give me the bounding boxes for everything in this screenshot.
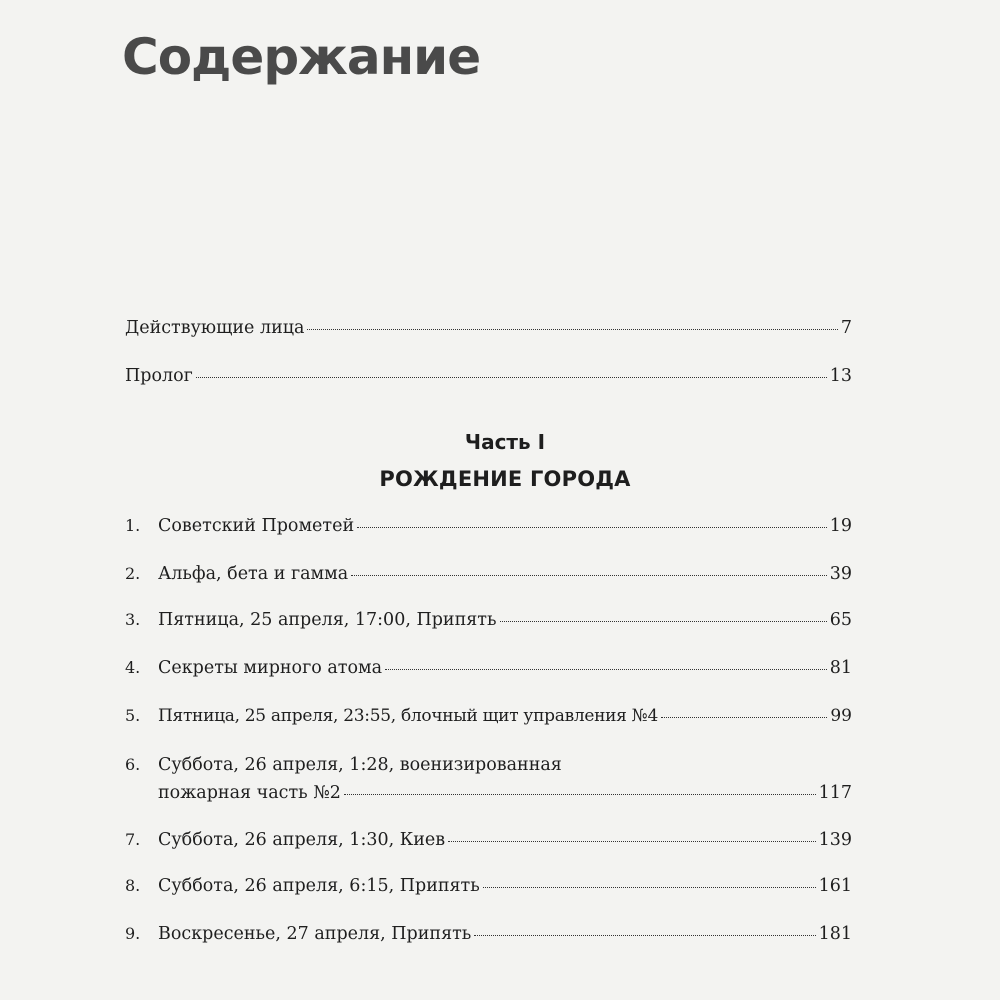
chapter-number: 2. xyxy=(125,564,141,583)
page-title: Содержание xyxy=(122,28,481,86)
dot-leader xyxy=(448,841,815,842)
chapter-title: Суббота, 26 апреля, 1:30, Киев xyxy=(158,830,446,850)
chapter-number: 6. xyxy=(125,755,141,774)
toc-entry-prologue[interactable] xyxy=(125,368,852,386)
dot-leader xyxy=(351,575,827,576)
toc-chapter-3[interactable] xyxy=(125,612,852,630)
chapter-title: Суббота, 26 апреля, 1:28, военизированная xyxy=(158,755,562,775)
dot-leader xyxy=(500,621,827,622)
dot-leader xyxy=(483,887,816,888)
toc-chapter-6-line2[interactable] xyxy=(158,785,852,803)
chapter-page: 81 xyxy=(829,658,852,678)
chapter-page: 65 xyxy=(829,610,852,630)
chapter-title: Пятница, 25 апреля, 17:00, Припять xyxy=(158,610,497,630)
toc-chapter-7[interactable] xyxy=(125,832,852,850)
toc-chapter-4[interactable] xyxy=(125,660,852,678)
dot-leader xyxy=(474,935,815,936)
chapter-page: 99 xyxy=(830,706,852,726)
chapter-page: 181 xyxy=(818,924,852,944)
dot-leader xyxy=(196,377,827,378)
chapter-title: Воскресенье, 27 апреля, Припять xyxy=(158,924,472,944)
chapter-title: Альфа, бета и гамма xyxy=(158,564,349,584)
toc-entry-page: 13 xyxy=(829,366,852,386)
toc-chapter-6-line1[interactable] xyxy=(125,757,562,775)
part-label: Часть I xyxy=(464,430,546,454)
chapter-page: 161 xyxy=(818,876,852,896)
chapter-page: 39 xyxy=(829,564,852,584)
chapter-title: Пятница, 25 апреля, 23:55, блочный щит управления №4 xyxy=(158,706,658,726)
chapter-page: 19 xyxy=(829,516,852,536)
chapter-number: 8. xyxy=(125,876,141,895)
chapter-number: 5. xyxy=(125,706,141,725)
chapter-title: Секреты мирного атома xyxy=(158,658,383,678)
dot-leader xyxy=(307,329,837,330)
chapter-number: 9. xyxy=(125,924,141,943)
chapter-page: 117 xyxy=(818,783,852,803)
chapter-page: 139 xyxy=(818,830,852,850)
dot-leader xyxy=(661,717,827,718)
chapter-number: 1. xyxy=(125,516,141,535)
chapter-title-continued: пожарная часть №2 xyxy=(158,783,341,803)
dot-leader xyxy=(344,794,816,795)
part-title: РОЖДЕНИЕ ГОРОДА xyxy=(379,467,631,491)
dot-leader xyxy=(357,527,827,528)
chapter-title: Советский Прометей xyxy=(158,516,355,536)
dot-leader xyxy=(385,669,827,670)
toc-entry-characters[interactable] xyxy=(125,320,852,338)
toc-chapter-8[interactable] xyxy=(125,878,852,896)
toc-chapter-5[interactable] xyxy=(125,708,852,725)
toc-chapter-2[interactable] xyxy=(125,566,852,584)
toc-chapter-9[interactable] xyxy=(125,926,852,944)
toc-entry-label: Пролог xyxy=(125,366,193,386)
toc-entry-label: Действующие лица xyxy=(125,318,305,338)
chapter-number: 3. xyxy=(125,610,141,629)
toc-entry-page: 7 xyxy=(840,318,852,338)
toc-chapter-1[interactable] xyxy=(125,518,852,536)
chapter-number: 7. xyxy=(125,830,141,849)
chapter-number: 4. xyxy=(125,658,141,677)
chapter-title: Суббота, 26 апреля, 6:15, Припять xyxy=(158,876,480,896)
